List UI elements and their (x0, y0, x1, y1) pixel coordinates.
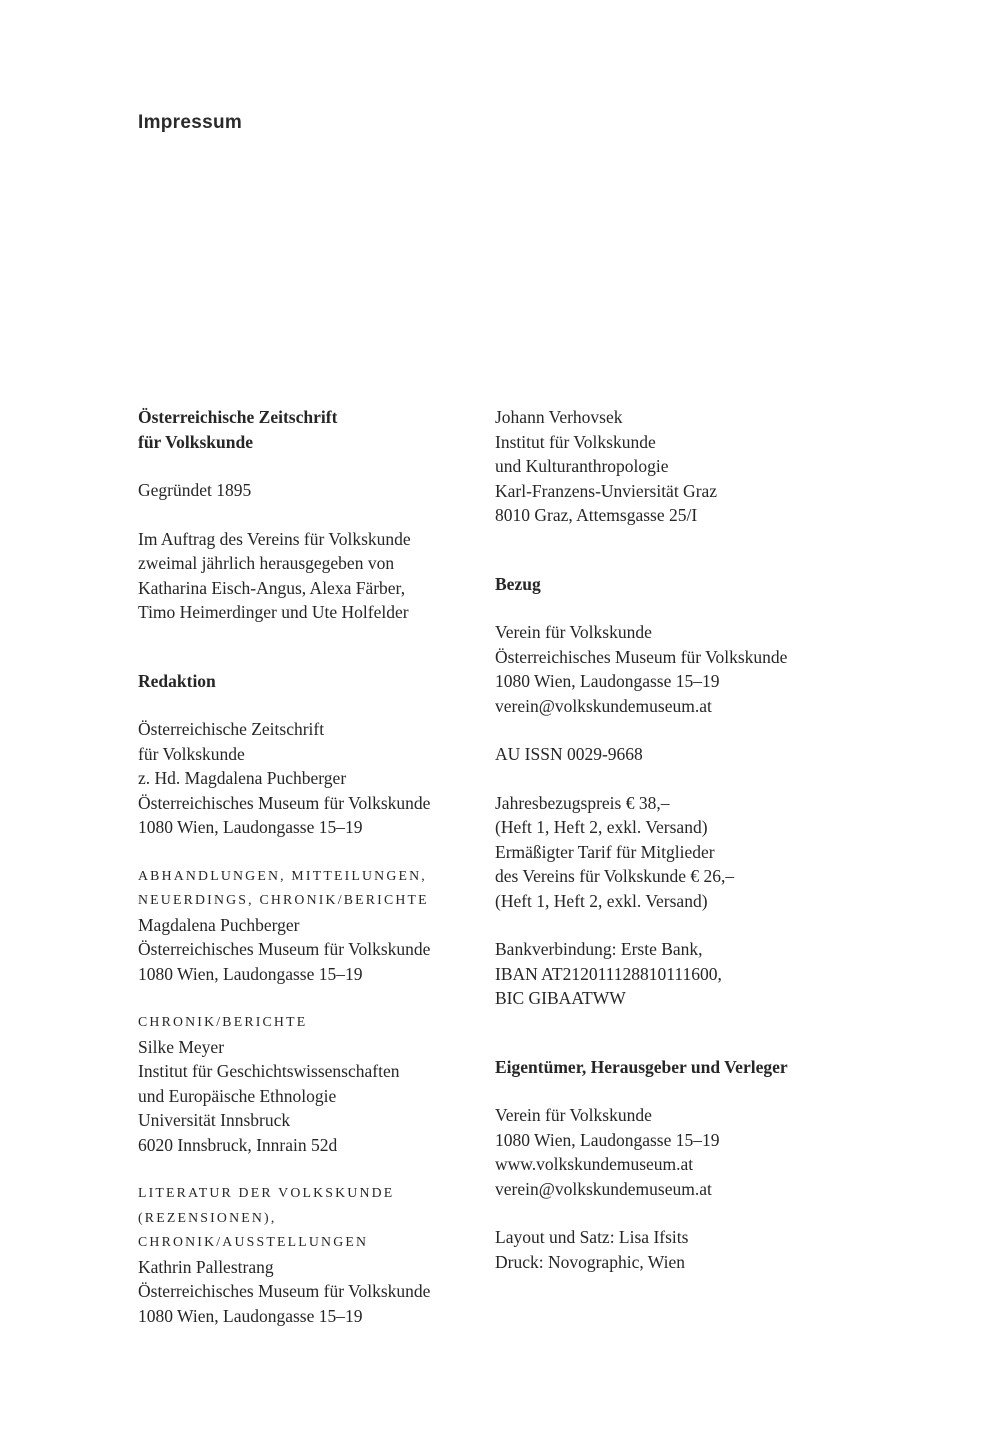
text-line: Bankverbindung: Erste Bank, (495, 939, 703, 959)
text-block (495, 791, 895, 914)
page-title: Impressum (138, 112, 243, 133)
text-block (495, 620, 895, 718)
smallcaps-line: (REZENSIONEN), (138, 1209, 277, 1225)
text-line: 1080 Wien, Laudongasse 15–19 (138, 963, 363, 984)
smallcaps-line: ABHANDLUNGEN, MITTEILUNGEN, (138, 867, 427, 883)
text-block (138, 478, 488, 503)
text-line: 1080 Wien, Laudongasse 15–19 (138, 1305, 363, 1326)
text-line: zweimal jährlich herausgegeben von (138, 553, 395, 573)
text-line: Eigentümer, Herausgeber und Verleger (495, 1056, 788, 1077)
right-column (495, 405, 895, 1274)
text-line: Institut für Volkskunde (495, 431, 656, 452)
text-line: und Kulturanthropologie (495, 456, 669, 476)
text-line: 6020 Innsbruck, Innrain 52d (138, 1134, 338, 1155)
text-line: (Heft 1, Heft 2, exkl. Versand) (495, 890, 708, 911)
text-line: für Volkskunde (138, 431, 253, 452)
smallcaps-line: CHRONIK/BERICHTE (138, 1014, 308, 1029)
text-block (495, 937, 895, 1011)
text-line: Druck: Novographic, Wien (495, 1251, 685, 1272)
text-block (138, 864, 488, 987)
left-column (138, 405, 488, 1328)
text-line: Magdalena Puchberger (138, 914, 300, 935)
text-line: Österreichische Zeitschrift (138, 719, 325, 739)
text-line: Karl-Franzens-Unviersität Graz (495, 480, 718, 501)
smallcaps-line: LITERATUR DER VOLKSKUNDE (138, 1185, 395, 1200)
text-line: Silke Meyer (138, 1036, 225, 1057)
text-line: verein@volkskundemuseum.at (495, 1178, 712, 1199)
text-line: Verein für Volkskunde (495, 622, 652, 642)
text-line: Universität Innsbruck (138, 1110, 291, 1130)
text-block (138, 1010, 488, 1157)
text-line: Layout und Satz: Lisa Ifsits (495, 1227, 689, 1247)
text-block (138, 717, 488, 840)
text-line: und Europäische Ethnologie (138, 1085, 337, 1106)
section-heading (495, 1055, 895, 1080)
section-heading (495, 572, 895, 597)
text-line: z. Hd. Magdalena Puchberger (138, 768, 347, 788)
text-line: www.volkskundemuseum.at (495, 1154, 694, 1174)
text-line: 1080 Wien, Laudongasse 15–19 (495, 671, 720, 691)
text-line: Jahresbezugspreis € 38,– (495, 792, 670, 813)
text-line: für Volkskunde (138, 743, 245, 764)
smallcaps-line: NEUERDINGS, CHRONIK/BERICHTE (138, 892, 429, 907)
text-line: 8010 Graz, Attemsgasse 25/I (495, 505, 698, 525)
text-line: Verein für Volkskunde (495, 1105, 652, 1125)
text-block (138, 405, 488, 454)
text-line: Ermäßigter Tarif für Mitglieder (495, 841, 715, 862)
text-line: verein@volkskundemuseum.at (495, 695, 712, 716)
text-line: Österreichisches Museum für Volkskunde (138, 1281, 431, 1301)
text-line: (Heft 1, Heft 2, exkl. Versand) (495, 817, 708, 837)
text-line: 1080 Wien, Laudongasse 15–19 (138, 817, 363, 837)
text-line: Gegründet 1895 (138, 480, 252, 500)
text-line: Timo Heimerdinger und Ute Holfelder (138, 602, 409, 622)
text-line: BIC GIBAATWW (495, 988, 626, 1008)
text-line: Kathrin Pallestrang (138, 1256, 274, 1277)
text-block (138, 1181, 488, 1328)
text-line: AU ISSN 0029-9668 (495, 744, 643, 764)
text-block (138, 527, 488, 625)
text-line: Katharina Eisch-Angus, Alexa Färber, (138, 577, 406, 598)
text-line: Johann Verhovsek (495, 407, 623, 427)
text-line: IBAN AT212011128810111600, (495, 963, 722, 984)
text-line: des Vereins für Volkskunde € 26,– (495, 866, 735, 886)
text-line: 1080 Wien, Laudongasse 15–19 (495, 1129, 720, 1150)
smallcaps-line: CHRONIK/AUSSTELLUNGEN (138, 1234, 369, 1249)
text-line: Im Auftrag des Vereins für Volkskunde (138, 528, 411, 549)
section-heading (138, 669, 488, 694)
text-line: Österreichische Zeitschrift (138, 407, 338, 427)
text-block (495, 405, 895, 528)
text-block (495, 742, 895, 767)
text-line: Redaktion (138, 670, 216, 691)
text-line: Österreichisches Museum für Volkskunde (495, 646, 788, 667)
text-line: Bezug (495, 573, 541, 594)
text-line: Österreichisches Museum für Volkskunde (138, 792, 431, 813)
text-block (495, 1225, 895, 1274)
text-line: Österreichisches Museum für Volkskunde (138, 939, 431, 959)
text-line: Institut für Geschichtswissenschaften (138, 1061, 400, 1081)
text-block (495, 1103, 895, 1201)
